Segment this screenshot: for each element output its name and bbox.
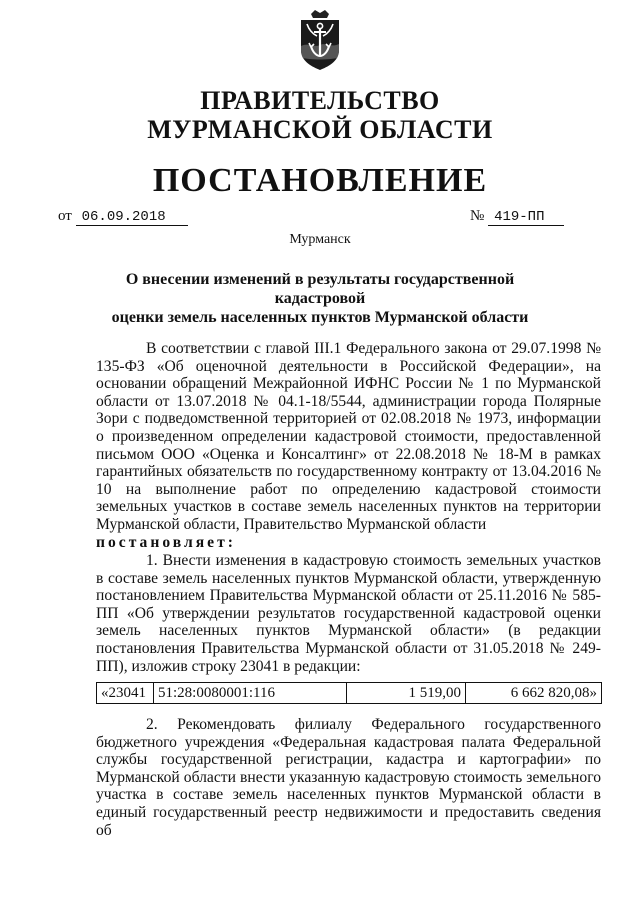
item-1-paragraph: 1. Внести изменения в кадастровую стоимость земельных участков в составе земель населенных пунктов Мурманской области, утвержденную постановлением Правительства Мурманской области от 25.11.2016 № 585-ПП «Об утверждении результатов государственной кадастровой оценки земель населенных пунктов Мурманской области» (в редакции постановления Правительства Мурманской области от 31.05.2018 № 249-ПП), изложив строку 23041 в редакции: <box>96 552 601 675</box>
preamble-paragraph: В соответствии с главой III.1 Федерального закона от 29.07.1998 № 135-ФЗ «Об оценочной деятельности в Российской Федерации», на основании обращений Межрайонной ИФНС России № 1 по Мурманской области от 13.07.2018 № 04.1-18/5544, администрации города Полярные Зори с подведомственной территорией от 02.08.2018 № 1973, информации о произведенном определении кадастровой стоимости, предоставленной письмом ООО «Оценка и Консалтинг» от 22.08.2018 № 18-М в рамках гарантийных обязательств по государственному контракту от 13.04.2016 № 10 на выполнение работ по определению кадастровой стоимости земельных участков в составе земель населенных пунктов на территории Мурманской области, Правительство Мурманской области <box>96 340 601 533</box>
row-number-cell: «23041 <box>97 683 154 704</box>
document-number <box>470 208 564 226</box>
decree-word-text: постановляет: <box>96 534 236 551</box>
cadastral-value-cell: 6 662 820,08» <box>466 683 602 704</box>
document-date <box>58 208 188 226</box>
item-2-paragraph: 2. Рекомендовать филиалу Федерального государственного бюджетного учреждения «Федеральная кадастровая палата Федеральной службы государственной регистрации, кадастра и картографии» по Мурманской области внести указанную кадастровую стоимость земельного участка в составе земель населенных пунктов Мурманской области в единый государственный реестр недвижимости и предоставить сведения об <box>96 716 601 839</box>
document-type-title: ПОСТАНОВЛЕНИЕ <box>152 162 488 199</box>
org-name-line1: ПРАВИТЕЛЬСТВО <box>200 86 440 115</box>
document-subject <box>100 270 540 327</box>
area-cell: 1 519,00 <box>347 683 466 704</box>
date-prefix: от <box>58 208 72 224</box>
date-value: 06.09.2018 <box>76 210 188 226</box>
org-name-line2: МУРМАНСКОЙ ОБЛАСТИ <box>147 115 493 144</box>
coat-of-arms-icon <box>297 10 343 70</box>
cadastral-number-cell: 51:28:0080001:116 <box>154 683 347 704</box>
number-prefix: № <box>470 208 485 224</box>
cadastral-value-table <box>96 682 602 704</box>
subject-line-2: оценки земель населенных пунктов Мурманской области <box>111 309 529 326</box>
subject-line-1: О внесении изменений в результаты государственной кадастровой <box>125 271 515 307</box>
number-value: 419-ПП <box>488 210 564 226</box>
table-row <box>97 683 602 704</box>
decree-word <box>96 534 601 552</box>
document-city: Мурманск <box>289 232 351 247</box>
